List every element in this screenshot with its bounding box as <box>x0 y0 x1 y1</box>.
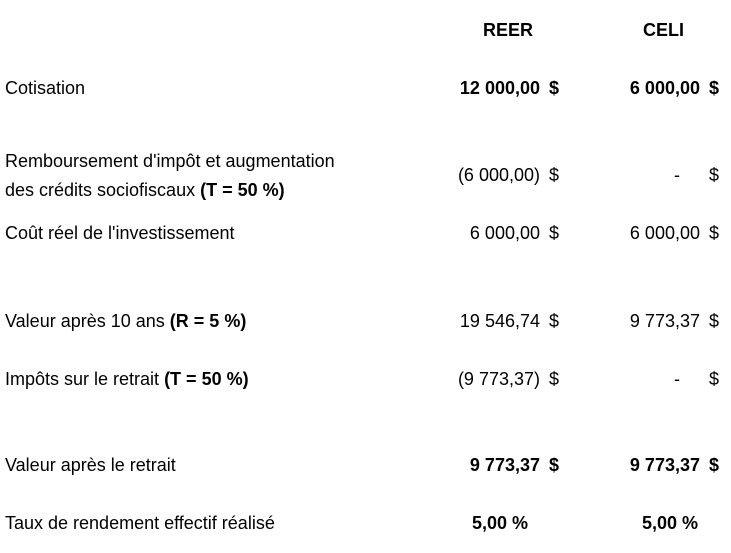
row-label-impots-retrait: Impôts sur le retrait (T = 50 %) <box>5 369 249 389</box>
reer-value-valeur-10-ans: 19 546,74 <box>459 311 540 331</box>
reer-currency-impots-retrait: $ <box>549 369 560 389</box>
celi-currency-valeur-10-ans: $ <box>709 311 720 331</box>
column-header-celi: CELI <box>643 20 685 40</box>
reer-value-cout-reel: 6 000,00 <box>469 223 540 243</box>
celi-value-taux-rendement: 5,00 % <box>641 513 699 533</box>
celi-currency-impots-retrait: $ <box>709 369 720 389</box>
reer-value-remboursement: (6 000,00) <box>457 165 540 185</box>
column-header-reer: REER <box>483 20 534 40</box>
reer-value-cotisation: 12 000,00 <box>459 78 540 98</box>
reer-currency-cout-reel: $ <box>549 223 560 243</box>
celi-currency-cout-reel: $ <box>709 223 720 243</box>
reer-currency-cotisation: $ <box>549 78 560 98</box>
celi-value-cout-reel: 6 000,00 <box>629 223 700 243</box>
celi-currency-valeur-apres-retrait: $ <box>709 455 720 475</box>
row-label-cout-reel: Coût réel de l'investissement <box>5 223 235 243</box>
celi-value-valeur-apres-retrait: 9 773,37 <box>629 455 700 475</box>
celi-value-remboursement: - <box>674 165 680 185</box>
celi-value-impots-retrait: - <box>674 369 680 389</box>
celi-currency-cotisation: $ <box>709 78 720 98</box>
row-label-valeur-apres-retrait: Valeur après le retrait <box>5 455 176 475</box>
row-label-cotisation: Cotisation <box>5 78 86 98</box>
reer-currency-valeur-apres-retrait: $ <box>549 455 560 475</box>
reer-currency-remboursement: $ <box>549 165 560 185</box>
reer-value-valeur-apres-retrait: 9 773,37 <box>469 455 540 475</box>
reer-currency-valeur-10-ans: $ <box>549 311 560 331</box>
row-label-valeur-10-ans: Valeur après 10 ans (R = 5 %) <box>5 311 247 331</box>
reer-value-impots-retrait: (9 773,37) <box>457 369 540 389</box>
row-label-remboursement-line1: Remboursement d'impôt et augmentation <box>5 151 335 171</box>
celi-value-cotisation: 6 000,00 <box>629 78 700 98</box>
row-label-remboursement-line2: des crédits sociofiscaux (T = 50 %) <box>5 180 285 200</box>
celi-value-valeur-10-ans: 9 773,37 <box>629 311 700 331</box>
row-label-taux-rendement: Taux de rendement effectif réalisé <box>5 513 275 533</box>
celi-currency-remboursement: $ <box>709 165 720 185</box>
reer-value-taux-rendement: 5,00 % <box>471 513 529 533</box>
